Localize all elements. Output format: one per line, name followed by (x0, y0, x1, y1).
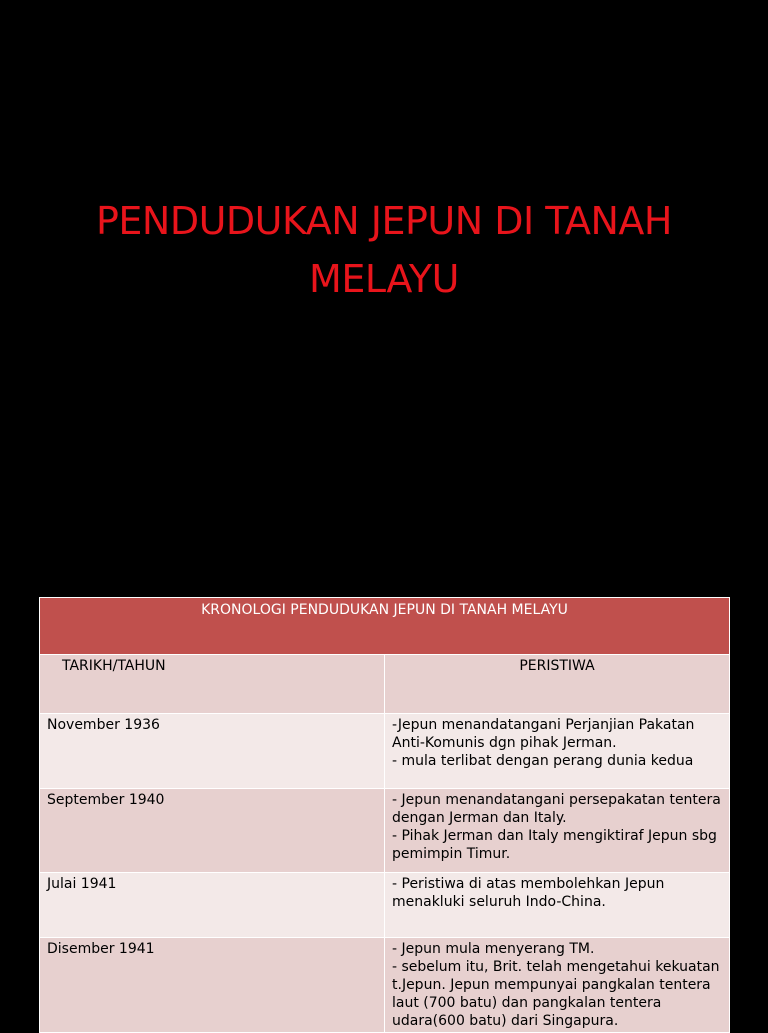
column-header-date: TARIKH/TAHUN (40, 655, 385, 714)
event-line: - Jepun mula menyerang TM. (392, 941, 595, 957)
row-date: Julai 1941 (40, 873, 385, 938)
row-event (385, 789, 730, 873)
row-event (385, 938, 730, 1033)
chronology-table (39, 597, 730, 1033)
table-row (40, 873, 730, 938)
table-row (40, 789, 730, 873)
event-line: -Jepun menandatangani Perjanjian Pakatan Anti-Komunis dgn pihak Jerman. (392, 717, 699, 751)
event-line: - sebelum itu, Brit. telah mengetahui kekuatan t.Jepun. Jepun mempunyai pangkalan tentera laut (700 batu) dan pangkalan tentera udara(600 batu) dari Singapura. (392, 959, 724, 1029)
row-date: Disember 1941 (40, 938, 385, 1033)
event-line: - Jepun menandatangani persepakatan tentera dengan Jerman dan Italy. (392, 792, 726, 826)
event-line: - Peristiwa di atas membolehkan Jepun menakluki seluruh Indo-China. (392, 876, 669, 910)
table-caption: KRONOLOGI PENDUDUKAN JEPUN DI TANAH MELAYU (40, 598, 730, 655)
slide-title-line-2: MELAYU (309, 257, 459, 301)
table-row (40, 714, 730, 789)
slide-title (40, 192, 728, 308)
row-date: November 1936 (40, 714, 385, 789)
row-event (385, 873, 730, 938)
column-header-event: PERISTIWA (385, 655, 730, 714)
row-event (385, 714, 730, 789)
table-header-row (40, 655, 730, 714)
slide-title-line-1: PENDUDUKAN JEPUN DI TANAH (96, 199, 672, 243)
table-row (40, 938, 730, 1033)
event-line: - mula terlibat dengan perang dunia kedua (392, 753, 694, 769)
event-line: - Pihak Jerman dan Italy mengiktiraf Jepun sbg pemimpin Timur. (392, 828, 722, 862)
row-date: September 1940 (40, 789, 385, 873)
table-caption-row (40, 598, 730, 655)
